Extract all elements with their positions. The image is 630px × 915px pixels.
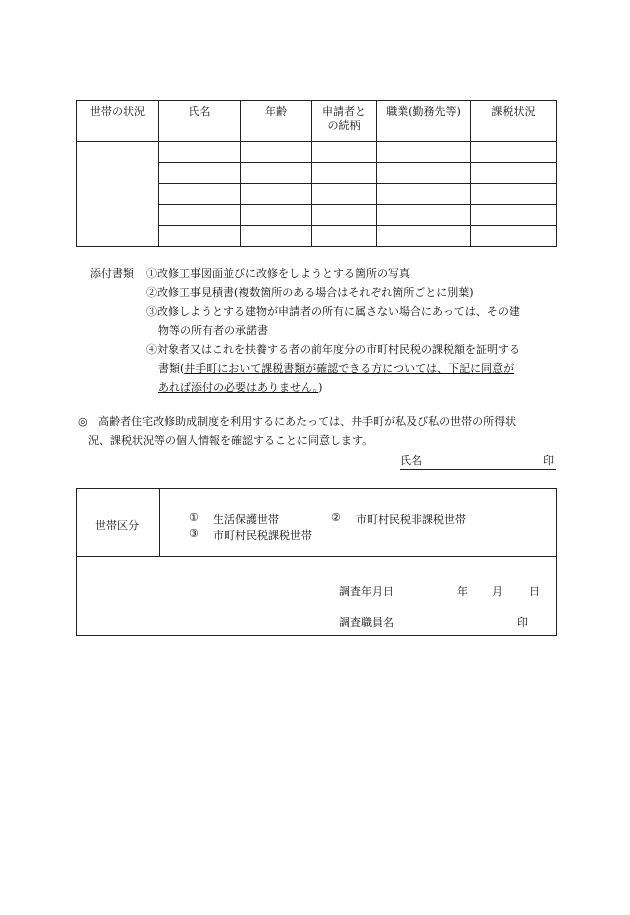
header-age: 年齢: [241, 101, 312, 142]
survey-staff-seal: 印: [517, 616, 528, 629]
relation-cell[interactable]: [312, 226, 377, 247]
header-occupation: 職業(勤務先等): [377, 101, 471, 142]
option-2-number: ②: [331, 511, 341, 524]
table-row: [77, 184, 557, 205]
signature-name-label: 氏名: [400, 454, 422, 467]
age-cell[interactable]: [241, 163, 312, 184]
attachment-item-2: ②改修工事見積書(複数箇所のある場合はそれぞれ箇所ごとに別葉): [146, 286, 474, 299]
label-column-cell: [77, 226, 159, 247]
attachment-item-1: ①改修工事図面並びに改修をしようとする箇所の写真: [146, 267, 410, 280]
header-relation-line1: 申請者と: [322, 105, 366, 118]
table-row: [77, 142, 557, 163]
label-column-cell: [77, 163, 159, 184]
option-welfare[interactable]: 生活保護世帯: [213, 513, 279, 526]
name-cell[interactable]: [159, 205, 241, 226]
tax-status-cell[interactable]: [471, 205, 557, 226]
consent-statement: [78, 412, 558, 450]
attachments-section: [90, 264, 560, 397]
label-column-cell: [77, 184, 159, 205]
option-taxed[interactable]: 市町村民税課税世帯: [213, 529, 312, 542]
survey-date-label: 調査年月日: [339, 585, 394, 598]
signature-seal: 印: [543, 454, 554, 467]
age-cell[interactable]: [241, 184, 312, 205]
header-name: 氏名: [159, 101, 241, 142]
name-cell[interactable]: [159, 184, 241, 205]
attachment-item-4-note-a: 井手町において課税書類が確認できる方については、下記に同意が: [184, 362, 515, 375]
relation-cell[interactable]: [312, 184, 377, 205]
consent-line-1: 高齢者住宅改修助成制度を利用するにあたっては、井手町が私及び私の世帯の所得状: [98, 415, 517, 428]
option-3-number: ③: [189, 527, 199, 540]
header-relation: [312, 101, 377, 142]
household-status-label: 世帯の状況: [77, 101, 159, 142]
household-category-row: [77, 489, 556, 557]
option-non-taxed[interactable]: 市町村民税非課税世帯: [356, 513, 466, 526]
double-circle-mark: ◎: [78, 415, 88, 428]
attachment-item-4-prefix: 書類(: [158, 362, 185, 375]
table-row: [77, 205, 557, 226]
survey-staff-label: 調査職員名: [339, 616, 394, 629]
relation-cell[interactable]: [312, 205, 377, 226]
occupation-cell[interactable]: [377, 163, 471, 184]
attachment-item-4-suffix: ): [318, 381, 323, 394]
occupation-cell[interactable]: [377, 205, 471, 226]
option-1-number: ①: [189, 511, 199, 524]
age-cell[interactable]: [241, 142, 312, 163]
occupation-cell[interactable]: [377, 184, 471, 205]
attachment-item-3-line2: 物等の所有者の承諾書: [158, 324, 268, 337]
attachment-item-4-line1: ④対象者又はこれを扶養する者の前年度分の市町村民税の課税額を証明する: [146, 343, 520, 356]
survey-year: 年: [457, 585, 468, 598]
age-cell[interactable]: [241, 226, 312, 247]
survey-day: 日: [529, 585, 540, 598]
attachment-item-4-note-b: あれば添付の必要はありません。: [158, 381, 319, 394]
consent-line-2: 況、課税状況等の個人情報を確認することに同意します。: [88, 434, 374, 447]
label-column-cell: [77, 142, 159, 163]
household-status-table: [76, 100, 557, 247]
relation-cell[interactable]: [312, 163, 377, 184]
occupation-cell[interactable]: [377, 142, 471, 163]
attachment-item-3-line1: ③改修しようとする建物が申請者の所有に属さない場合にあっては、その建: [146, 305, 520, 318]
relation-cell[interactable]: [312, 142, 377, 163]
survey-month: 月: [492, 585, 503, 598]
age-cell[interactable]: [241, 205, 312, 226]
signature-line[interactable]: [400, 452, 556, 470]
tax-status-cell[interactable]: [471, 226, 557, 247]
attachment-item-4-line3: [90, 378, 560, 397]
occupation-cell[interactable]: [377, 226, 471, 247]
household-category-box: [76, 488, 557, 636]
header-tax-status: 課税状況: [471, 101, 557, 142]
tax-status-cell[interactable]: [471, 142, 557, 163]
table-row: [77, 226, 557, 247]
name-cell[interactable]: [159, 226, 241, 247]
label-column-cell: [77, 205, 159, 226]
header-relation-line2: の続柄: [327, 119, 361, 132]
name-cell[interactable]: [159, 163, 241, 184]
tax-status-cell[interactable]: [471, 163, 557, 184]
tax-status-cell[interactable]: [471, 184, 557, 205]
attachment-item-4-line2: [90, 359, 560, 378]
attachments-label: 添付書類: [90, 267, 134, 280]
table-row: [77, 163, 557, 184]
household-category-label-cell: [77, 489, 160, 556]
table-header-row: [77, 101, 557, 142]
household-category-label: 世帯区分: [95, 519, 139, 532]
name-cell[interactable]: [159, 142, 241, 163]
